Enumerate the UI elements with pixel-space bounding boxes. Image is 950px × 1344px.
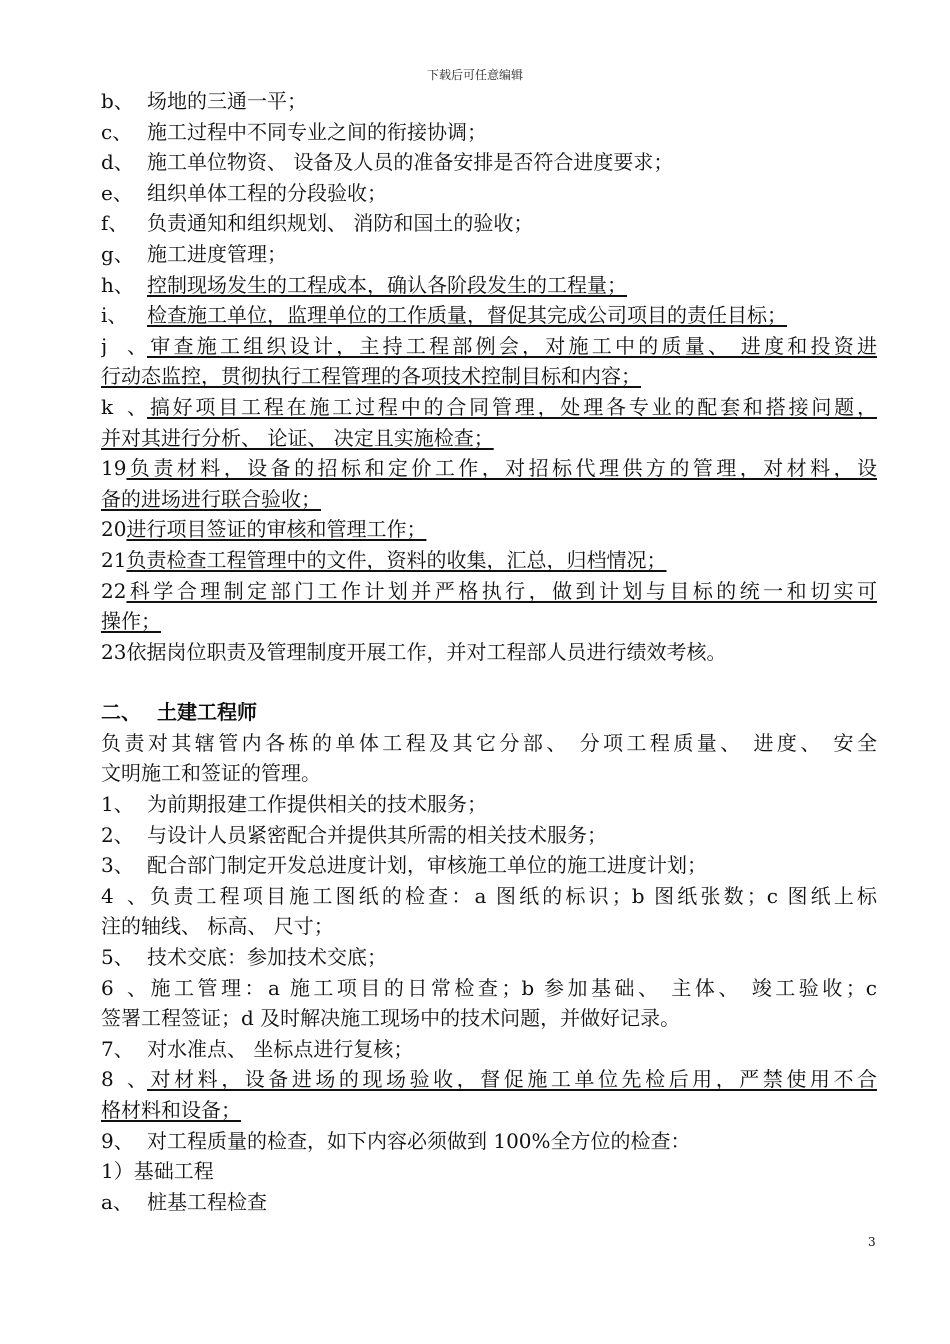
paragraph-text: 负责对其辖管内各栋的单体工程及其它分部、 分项工程质量、 进度、 安全 [101,730,877,755]
list-item [101,392,877,423]
item-marker: 9、 [101,1128,134,1153]
item-text: 依据岗位职责及管理制度开展工作，并对工程部人员进行绩效考核。 [126,639,727,664]
list-item-continued [101,606,877,637]
item-marker: 22 [101,578,127,603]
item-marker: a、 [101,1189,133,1214]
paragraph-continued [101,758,877,789]
list-item-continued [101,1095,877,1126]
item-marker: g、 [101,241,134,266]
list-item-continued [101,423,877,454]
paragraph [101,728,877,759]
document-body [101,86,877,1217]
item-text: 负责通知和组织规划、 消防和国土的验收； [147,211,534,236]
list-item [101,1034,877,1065]
item-text: 负责材料，设备的招标和定价工作，对招标代理供方的管理，对材料，设 [126,456,877,481]
list-item [101,1064,877,1095]
item-text: 对水准点、 坐标点进行复核； [147,1036,414,1061]
section-spacer [101,667,877,697]
item-marker: 2、 [101,822,134,847]
item-text: 与设计人员紧密配合并提供其所需的相关技术服务； [147,822,607,847]
item-text: 控制现场发生的工程成本，确认各阶段发生的工程量； [147,272,627,297]
list-item [101,1187,877,1218]
item-text: 搞好项目工程在施工过程中的合同管理，处理各专业的配套和搭接问题， [147,394,877,419]
item-text: 科学合理制定部门工作计划并严格执行，做到计划与目标的统一和切实可 [126,578,877,603]
item-text: 施工过程中不同专业之间的衔接协调； [147,119,487,144]
item-marker: 7、 [101,1036,134,1061]
item-text: 桩基工程检查 [147,1189,267,1214]
heading-number: 二、 [101,700,141,725]
item-marker: d、 [101,150,134,175]
list-item [101,850,877,881]
item-marker: 8、 [101,1067,147,1092]
list-item-continued [101,361,877,392]
list-item [101,942,877,973]
item-text: 施工进度管理； [147,241,287,266]
item-text: 负责工程项目施工图纸的检查：a 图纸的标识；b 图纸张数；c 图纸上标 [147,883,877,908]
sub-heading [101,1156,877,1187]
item-marker: 6、 [101,975,147,1000]
list-item [101,178,877,209]
item-text: 检查施工单位，监理单位的工作质量，督促其完成公司项目的责任目标； [147,303,787,328]
item-text: 行动态监控，贯彻执行工程管理的各项技术控制目标和内容； [101,364,641,389]
item-text: 操作； [101,609,161,634]
list-item [101,576,877,607]
section-heading [101,697,877,728]
list-item [101,147,877,178]
list-item [101,1126,877,1157]
item-marker: e、 [101,180,133,205]
item-text: 组织单体工程的分段验收； [147,180,387,205]
list-item-continued [101,1003,877,1034]
item-text: 配合部门制定开发总进度计划，审核施工单位的施工进度计划； [147,853,707,878]
list-item [101,881,877,912]
item-text: 负责检查工程管理中的文件，资料的收集，汇总，归档情况； [126,547,667,572]
item-marker: 21 [101,547,127,572]
heading-text: 土建工程师 [157,700,257,725]
item-text: 对材料，设备进场的现场验收，督促施工单位先检后用，严禁使用不合 [147,1067,877,1092]
sub-heading-text: 1）基础工程 [101,1159,214,1184]
page-header: 下载后可任意编辑 [426,68,523,82]
list-item [101,331,877,362]
item-marker: 20 [101,517,127,542]
item-text: 对工程质量的检查，如下内容必须做到 100%全方位的检查： [147,1128,691,1153]
item-marker: 3、 [101,853,134,878]
list-item [101,239,877,270]
item-text: 备的进场进行联合验收； [101,486,321,511]
item-marker: h、 [101,272,134,297]
item-marker: 5、 [101,945,134,970]
list-item [101,86,877,117]
item-text: 场地的三通一平； [147,89,307,113]
list-item [101,117,877,148]
item-marker: i、 [101,303,128,328]
list-item [101,453,877,484]
list-item [101,208,877,239]
list-item [101,545,877,576]
list-item [101,973,877,1004]
list-item [101,820,877,851]
list-item [101,789,877,820]
item-marker: k、 [101,394,147,419]
item-text: 审查施工组织设计，主持工程部例会，对施工中的质量、 进度和投资进 [147,333,877,358]
item-marker: b、 [101,89,134,113]
item-marker: c、 [101,119,133,144]
item-marker: f、 [101,211,129,236]
item-text: 为前期报建工作提供相关的技术服务； [147,792,487,817]
item-marker: j、 [101,333,147,358]
item-text: 进行项目签证的审核和管理工作； [126,517,427,542]
list-item [101,637,877,668]
list-item-continued [101,484,877,515]
item-text: 并对其进行分析、 论证、 决定且实施检查； [101,425,494,450]
paragraph-text: 文明施工和签证的管理。 [101,761,321,786]
item-text: 签署工程签证；d 及时解决施工现场中的技术问题，并做好记录。 [101,1006,681,1031]
list-item [101,300,877,331]
item-marker: 23 [101,639,127,664]
list-item-continued [101,911,877,942]
list-item [101,514,877,545]
item-marker: 1、 [101,792,134,817]
item-marker: 19 [101,456,127,481]
list-item [101,270,877,301]
item-marker: 4、 [101,883,147,908]
item-text: 技术交底：参加技术交底； [147,945,387,970]
page-number: 3 [868,1235,876,1249]
item-text: 施工单位物资、 设备及人员的准备安排是否符合进度要求； [147,150,674,175]
item-text: 施工管理：a 施工项目的日常检查；b 参加基础、 主体、 竣工验收；c [147,975,877,1000]
item-text: 注的轴线、 标高、 尺寸； [101,914,334,939]
item-text: 格材料和设备； [101,1098,241,1122]
